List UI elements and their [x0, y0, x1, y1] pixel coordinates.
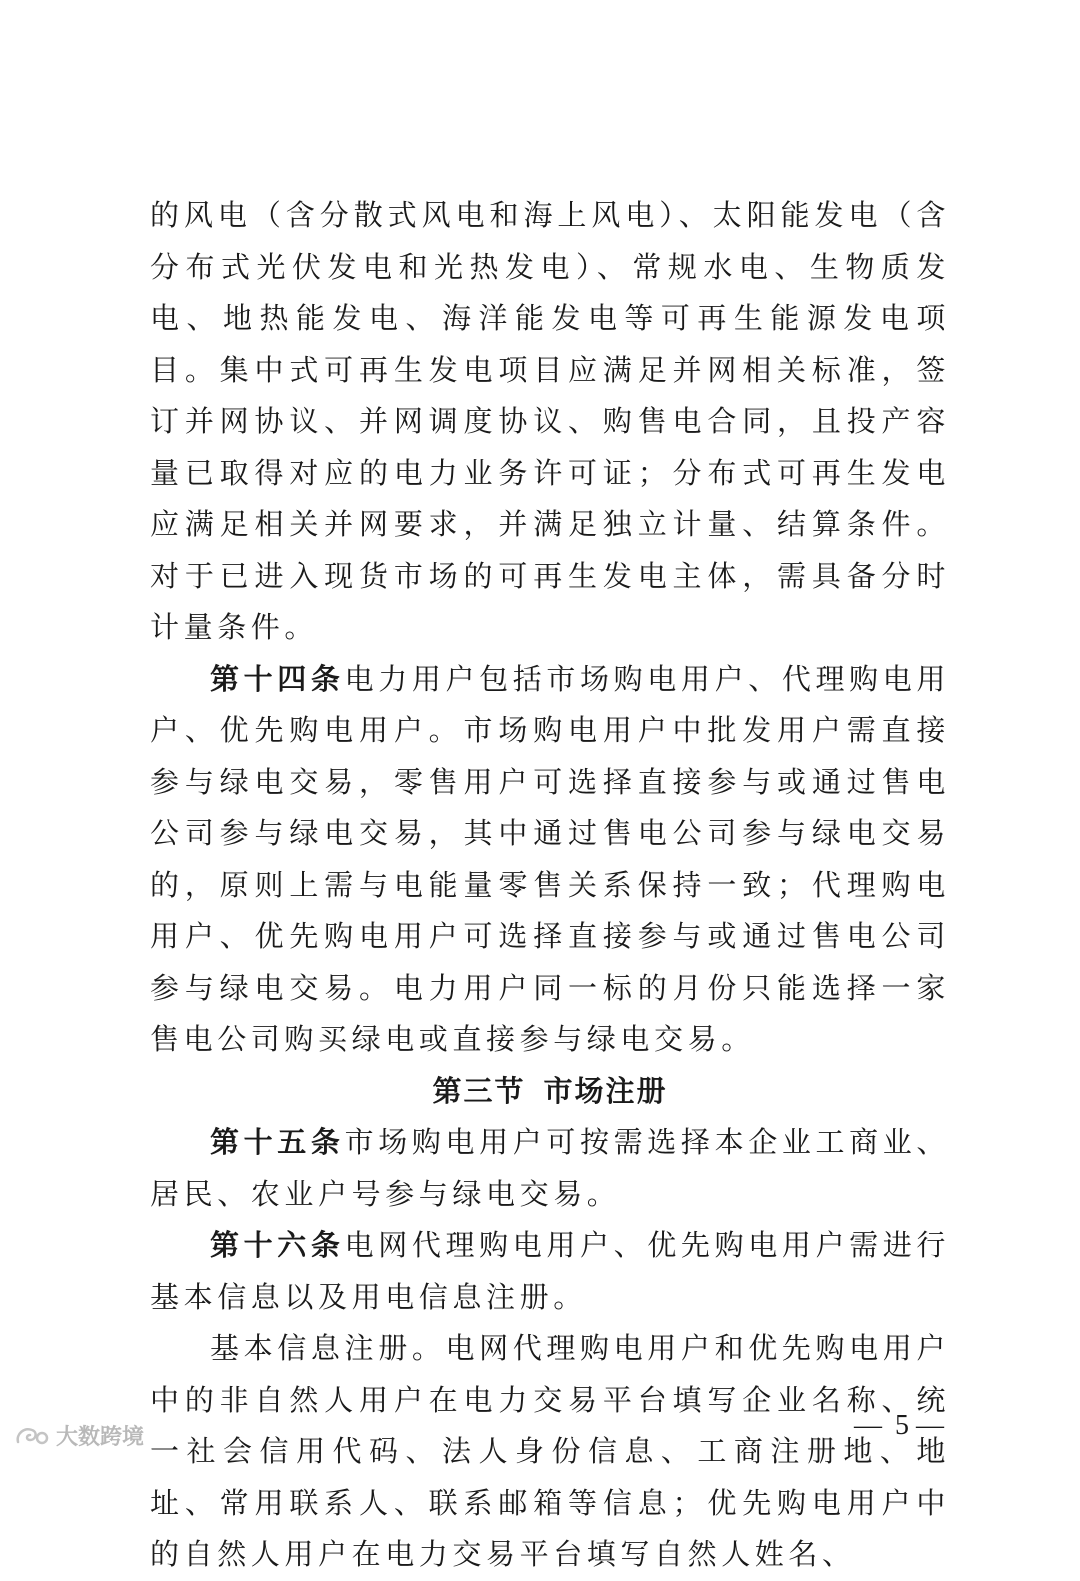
article-16 — [150, 1220, 950, 1323]
article-text: 市场购电用户可按需选择本企业工商业、居民、农业户号参与绿电交易。 — [150, 1125, 950, 1211]
section-number: 第三节 — [432, 1073, 526, 1108]
article-14 — [150, 654, 950, 1066]
watermark — [14, 1420, 144, 1451]
article-number: 第十五条 — [210, 1125, 345, 1159]
paragraph-continuation: 的风电（含分散式风电和海上风电）、太阳能发电（含分布式光伏发电和光热发电）、常规水电、生物质发电、地热能发电、海洋能发电等可再生能源发电项目。集中式可再生发电项目应满足并网相关标准，签订并网协议、并网调度协议、购售电合同，且投产容量已取得对应的电力业务许可证；分布式可再生发电应满足相关并网要求，并满足独立计量、结算条件。对于已进入现货市场的可再生发电主体，需具备分时计量条件。 — [150, 198, 950, 644]
page-dash-left: — — [854, 1410, 888, 1441]
page-dash-right: — — [916, 1410, 950, 1441]
page-number — [854, 1410, 950, 1442]
article-number: 第十四条 — [210, 661, 345, 696]
watermark-logo-icon — [14, 1424, 50, 1448]
article-number: 第十六条 — [210, 1228, 345, 1262]
article-text: 电力用户包括市场购电用户、代理购电用户、优先购电用户。市场购电用户中批发用户需直接参与绿电交易，零售用户可选择直接参与或通过售电公司参与绿电交易，其中通过售电公司参与绿电交易的，原则上需与电能量零售关系保持一致；代理购电用户、优先购电用户可选择直接参与或通过售电公司参与绿电交易。电力用户同一标的月份只能选择一家售电公司购买绿电或直接参与绿电交易。 — [150, 661, 950, 1056]
paragraph-basic-info: 基本信息注册。电网代理购电用户和优先购电用户中的非自然人用户在电力交易平台填写企业名称、统一社会信用代码、法人身份信息、工商注册地、地址、常用联系人、联系邮箱等信息；优先购电用户中的自然人用户在电力交易平台填写自然人姓名、 — [150, 1331, 950, 1571]
document-body — [150, 190, 950, 1581]
section-name: 市场注册 — [543, 1073, 668, 1108]
section-heading — [150, 1066, 950, 1118]
page-number-value: 5 — [895, 1410, 909, 1441]
watermark-text: 大数跨境 — [56, 1425, 145, 1450]
article-text: 电网代理购电用户、优先购电用户需进行基本信息以及用电信息注册。 — [150, 1228, 950, 1314]
article-15 — [150, 1117, 950, 1220]
